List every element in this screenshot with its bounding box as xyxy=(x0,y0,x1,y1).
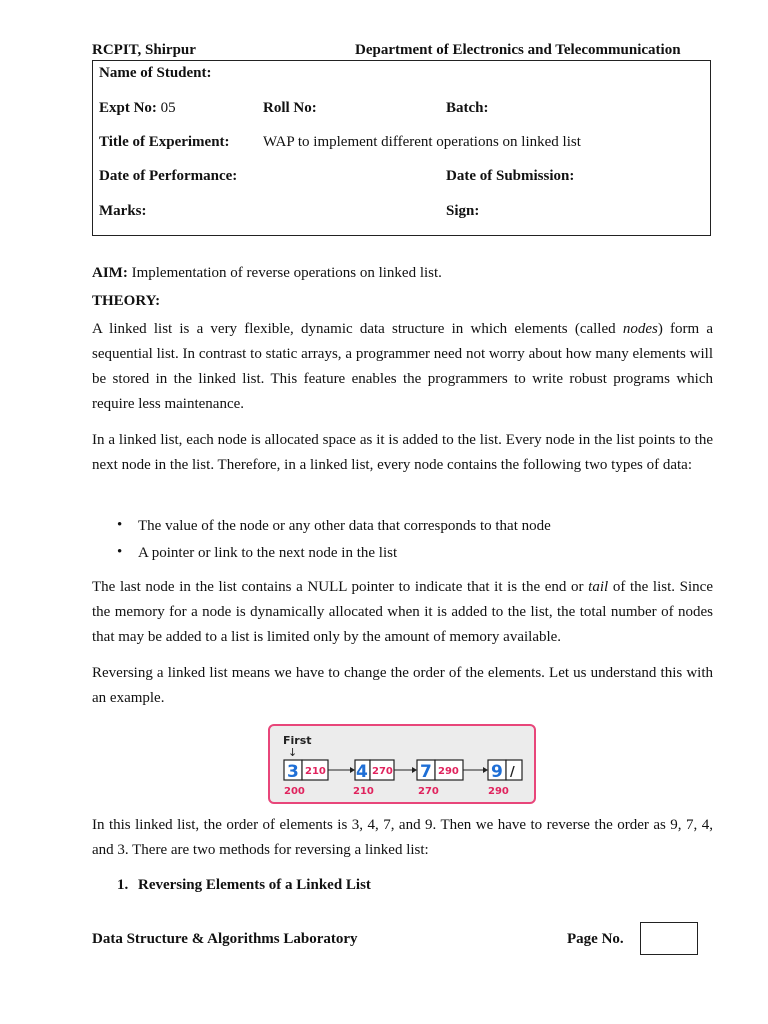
footer-lab-name: Data Structure & Algorithms Laboratory xyxy=(92,931,358,947)
node-1 xyxy=(284,760,328,797)
node-1-value: 3 xyxy=(287,762,299,782)
date-of-performance-label: Date of Performance: xyxy=(99,168,238,184)
arrow-icon xyxy=(463,767,488,773)
node-2-addr: 210 xyxy=(353,786,374,797)
institute-name: RCPIT, Shirpur xyxy=(92,42,196,58)
node-2-value: 4 xyxy=(356,762,368,782)
theory-paragraph-4: Reversing a linked list means we have to change the order of the elements. Let us understand this with an example. xyxy=(92,665,713,706)
marks-label: Marks: xyxy=(99,203,147,219)
theory-paragraph-3 xyxy=(92,575,713,650)
node-1-addr: 200 xyxy=(284,786,305,797)
bullet-item-1: The value of the node or any other data that corresponds to that node xyxy=(138,518,551,534)
theory-paragraph-1 xyxy=(92,317,713,417)
node-3 xyxy=(417,760,463,797)
linked-list-svg xyxy=(270,726,534,802)
node-3-addr: 270 xyxy=(418,786,439,797)
roll-no-label: Roll No: xyxy=(263,100,317,116)
node-4-addr: 290 xyxy=(488,786,509,797)
list-number-1: 1. xyxy=(117,877,129,893)
node-3-value: 7 xyxy=(420,762,432,782)
p1-text-a: A linked list is a very flexible, dynamic data structure in which elements (called xyxy=(92,321,623,337)
linked-list-diagram xyxy=(268,724,536,804)
name-of-student-label: Name of Student: xyxy=(99,65,212,81)
page-no-label: Page No. xyxy=(567,931,624,947)
bullet-marker: • xyxy=(117,544,123,560)
bullet-item-2: A pointer or link to the next node in the list xyxy=(138,545,398,561)
date-of-submission-label: Date of Submission: xyxy=(446,168,575,184)
first-label: First xyxy=(283,734,312,747)
p3-text-a: The last node in the list contains a NULL pointer to indicate that it is the end or xyxy=(92,579,589,595)
list-item-reversing-elements: Reversing Elements of a Linked List xyxy=(138,877,371,893)
theory-paragraph-5: In this linked list, the order of elements is 3, 4, 7, and 9. Then we have to reverse the order as 9, 7, 4, and 3. There are two methods for reversing a linked list: xyxy=(92,817,713,858)
expt-no-label: Expt No: xyxy=(99,100,157,116)
node-3-next: 290 xyxy=(438,766,459,777)
theory-heading: THEORY: xyxy=(92,293,161,309)
expt-no-field xyxy=(99,100,176,117)
page-number-box xyxy=(640,922,698,955)
node-4 xyxy=(488,760,522,797)
batch-label: Batch: xyxy=(446,100,489,116)
expt-no-value: 05 xyxy=(160,100,176,116)
aim-line xyxy=(92,265,442,282)
title-of-experiment-value: WAP to implement different operations on linked list xyxy=(263,134,581,150)
p3-emphasis-tail: tail xyxy=(588,579,609,595)
node-4-null-pointer: / xyxy=(510,765,515,780)
title-of-experiment-label: Title of Experiment: xyxy=(99,134,230,150)
node-4-value: 9 xyxy=(491,762,503,782)
sign-label: Sign: xyxy=(446,203,480,219)
p1-emphasis-nodes: nodes xyxy=(622,321,658,337)
aim-label: AIM: xyxy=(92,265,128,281)
p1-text-b: ) form a sequential list. In contrast to static arrays, a programmer need not worry about how many elements will be stored in the linked list. This feature enables the programmers to write robust programs which require less maintenance. xyxy=(92,321,713,412)
arrow-icon xyxy=(394,767,417,773)
node-1-next: 210 xyxy=(305,766,326,777)
node-2 xyxy=(353,760,394,797)
arrow-icon xyxy=(328,767,355,773)
department-name: Department of Electronics and Telecommunication xyxy=(355,42,681,58)
node-2-next: 270 xyxy=(372,766,393,777)
theory-paragraph-2: In a linked list, each node is allocated space as it is added to the list. Every node in the list points to the next node in the list. Therefore, in a linked list, every node contains the following two types of data: xyxy=(92,432,713,473)
p3-text-b: of the list. Since the memory for a node is dynamically allocated when it is added to the list, the total number of nodes that may be added to a list is limited only by the amount of memory available. xyxy=(92,579,713,645)
first-arrow-icon: ↓ xyxy=(288,746,298,759)
aim-text: Implementation of reverse operations on linked list. xyxy=(131,265,442,281)
bullet-marker: • xyxy=(117,517,123,533)
